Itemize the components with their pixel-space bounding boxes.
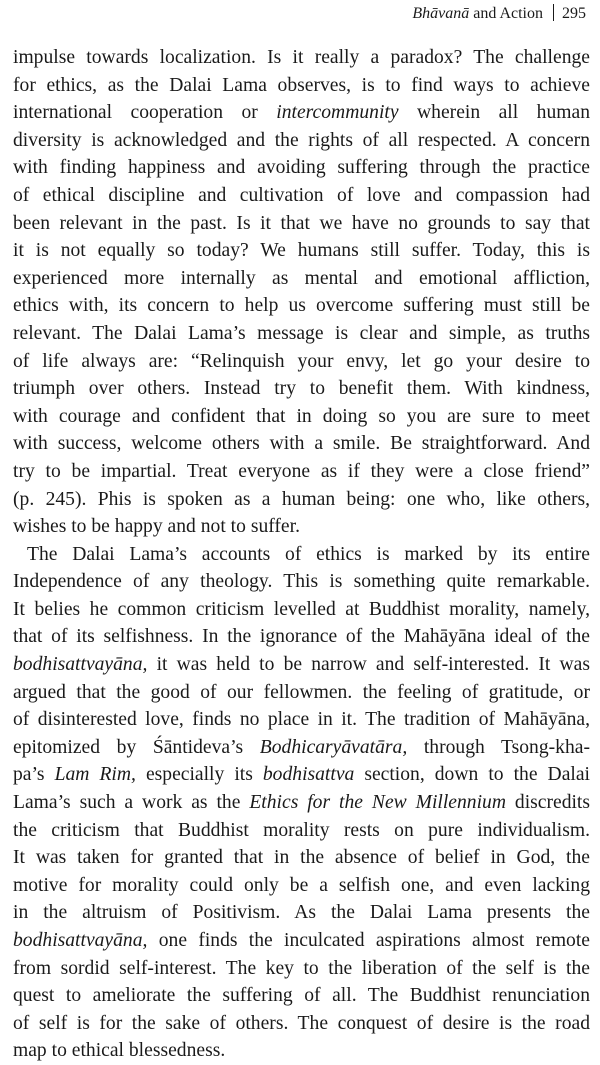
text-segment: Independence of any theology. This is something quite remarkable.: [13, 571, 590, 593]
text-line: [13, 127, 590, 155]
italic-text: bodhisattvayāna,: [13, 930, 148, 951]
text-line: [13, 596, 590, 624]
text-line: [13, 44, 590, 72]
text-line: [13, 844, 590, 872]
text-segment: it is not equally so today? We humans still suffer. Today, this is: [13, 240, 590, 262]
text-segment: section, down to the Dalai: [354, 764, 590, 786]
text-line: [13, 348, 590, 376]
text-segment: wishes to be happy and not to suffer.: [13, 516, 300, 538]
text-line: [13, 320, 590, 348]
running-head: [412, 4, 586, 24]
italic-text: Ethics for the New Millennium: [249, 792, 506, 814]
text-segment: with finding happiness and avoiding suffering through the practice: [13, 157, 590, 179]
text-segment: especially its: [135, 764, 263, 786]
text-segment: (p. 245). Phis is spoken as a human being: one who, like others,: [13, 488, 590, 510]
body-text: [13, 44, 590, 1065]
text-line: [13, 761, 590, 789]
italic-text: Lam Rim,: [54, 764, 136, 786]
running-head-title-italic: Bhāvanā: [412, 5, 470, 22]
text-segment: try to be impartial. Treat everyone as if they were a close friend”: [13, 460, 590, 482]
text-segment: argued that the good of our fellowmen. the feeling of gratitude, or: [13, 681, 590, 703]
text-segment: pa’s: [13, 764, 55, 786]
text-line: [13, 182, 590, 210]
text-line: [13, 706, 590, 734]
text-line: [13, 237, 590, 265]
text-line: [13, 375, 590, 403]
text-line: [13, 789, 590, 817]
running-head-title-rest: and Action: [469, 5, 543, 22]
text-segment: from sordid self-interest. The key to the liberation of the self is the: [13, 957, 590, 979]
italic-text: Bodhicaryāvatāra,: [259, 736, 408, 758]
text-segment: international cooperation or: [13, 102, 277, 124]
text-segment: been relevant in the past. Is it that we have no grounds to say that: [13, 212, 590, 234]
text-line: [13, 872, 590, 900]
text-line: [13, 292, 590, 320]
text-segment: in the altruism of Positivism. As the Dalai Lama presents the: [13, 902, 590, 924]
text-segment: that of its selfishness. In the ignorance of the Mahāyāna ideal of the: [13, 626, 590, 648]
text-segment: The Dalai Lama’s accounts of ethics is marked by its entire: [27, 543, 590, 565]
text-segment: It belies he common criticism levelled at Buddhist morality, namely,: [13, 598, 590, 620]
text-segment: of self is for the sake of others. The conquest of desire is the road: [13, 1012, 590, 1034]
text-segment: with courage and confident that in doing so you are sure to meet: [13, 405, 590, 427]
page-number: 295: [562, 5, 586, 22]
text-line: [13, 430, 590, 458]
text-segment: of ethical discipline and cultivation of love and compassion had: [13, 184, 590, 206]
text-segment: impulse towards localization. Is it really a paradox? The challenge: [13, 47, 590, 68]
text-segment: ethics with, its concern to help us overcome suffering must still be: [13, 295, 590, 317]
text-segment: with success, welcome others with a smile. Be straightforward. And: [13, 433, 590, 455]
text-line: [13, 623, 590, 651]
text-line: [13, 265, 590, 293]
text-line: [13, 955, 590, 983]
text-line: [13, 210, 590, 238]
text-line: [13, 899, 590, 927]
text-segment: wherein all human: [398, 102, 590, 124]
text-segment: quest to ameliorate the suffering of all. The Buddhist renunciation: [13, 985, 590, 1007]
italic-text: bodhisattvayāna,: [13, 654, 148, 676]
italic-text: intercommunity: [276, 102, 399, 124]
text-line: [13, 679, 590, 707]
text-line: [13, 72, 590, 100]
running-head-separator: [553, 4, 554, 21]
text-segment: through Tsong-kha-: [407, 736, 590, 758]
text-segment: epitomized by Śāntideva’s: [13, 736, 260, 758]
text-line: [13, 403, 590, 431]
text-line: [13, 513, 590, 541]
text-segment: for ethics, as the Dalai Lama observes, is to find ways to achieve: [13, 74, 590, 96]
text-line: [13, 541, 590, 569]
text-segment: it was held to be narrow and self-interested. It was: [147, 654, 590, 676]
text-line: [13, 1037, 590, 1065]
text-segment: diversity is acknowledged and the rights of all respected. A concern: [13, 129, 590, 151]
text-line: [13, 734, 590, 762]
text-segment: of disinterested love, finds no place in it. The tradition of Mahāyāna,: [13, 709, 590, 731]
text-line: [13, 982, 590, 1010]
text-line: [13, 154, 590, 182]
text-line: [13, 568, 590, 596]
text-segment: experienced more internally as mental and emotional affliction,: [13, 267, 590, 289]
text-segment: relevant. The Dalai Lama’s message is clear and simple, as truths: [13, 322, 590, 344]
text-segment: one finds the inculcated aspirations almost remote: [147, 930, 590, 951]
text-line: [13, 1010, 590, 1038]
text-line: [13, 927, 590, 955]
text-line: [13, 99, 590, 127]
text-segment: map to ethical blessedness.: [13, 1040, 226, 1062]
text-segment: the criticism that Buddhist morality rests on pure individualism.: [13, 819, 590, 841]
text-line: [13, 486, 590, 514]
text-line: [13, 817, 590, 845]
text-segment: discredits: [505, 792, 590, 814]
text-segment: Lama’s such a work as the: [13, 792, 250, 814]
text-segment: triumph over others. Instead try to benefit them. With kindness,: [13, 378, 590, 400]
text-line: [13, 458, 590, 486]
text-segment: It was taken for granted that in the absence of belief in God, the: [13, 847, 590, 869]
text-segment: motive for morality could only be a selfish one, and even lacking: [13, 874, 590, 896]
text-segment: of life always are: “Relinquish your envy, let go your desire to: [13, 350, 590, 372]
italic-text: bodhisattva: [262, 764, 355, 786]
text-line: [13, 651, 590, 679]
